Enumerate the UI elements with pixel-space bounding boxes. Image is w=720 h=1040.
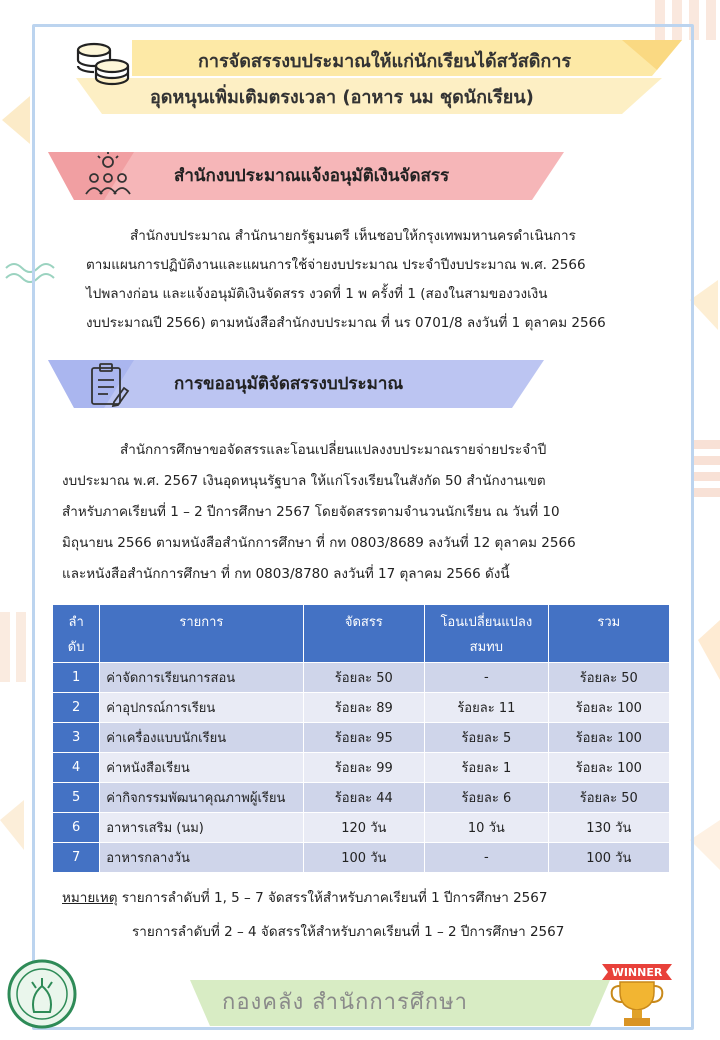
row-alloc: ร้อยละ 89	[303, 693, 425, 723]
header-no-line2: ดับ	[67, 640, 85, 655]
row-item: ค่าหนังสือเรียน	[100, 753, 303, 783]
header-total: รวม	[548, 605, 669, 663]
row-transfer: -	[425, 663, 548, 693]
row-transfer: ร้อยละ 5	[425, 723, 548, 753]
row-alloc: ร้อยละ 95	[303, 723, 425, 753]
row-no: 1	[53, 663, 100, 693]
section2-line5: และหนังสือสำนักการศึกษา ที่ กท 0803/8780 ลงวันที่ 17 ตุลาคม 2566 ดังนี้	[62, 566, 510, 582]
row-no: 2	[53, 693, 100, 723]
row-no: 5	[53, 783, 100, 813]
row-transfer: 10 วัน	[425, 813, 548, 843]
table-header-row	[53, 605, 670, 663]
winner-trophy-icon	[596, 952, 678, 1032]
row-transfer: ร้อยละ 1	[425, 753, 548, 783]
note-label: หมายเหตุ	[62, 890, 118, 906]
header-no-line1: ลำ	[68, 615, 84, 630]
row-transfer: ร้อยละ 11	[425, 693, 548, 723]
clipboard-icon	[88, 362, 130, 408]
row-item: ค่ากิจกรรมพัฒนาคุณภาพผู้เรียน	[100, 783, 303, 813]
allocation-table	[52, 604, 670, 873]
table-row	[53, 843, 670, 873]
header-alloc: จัดสรร	[303, 605, 425, 663]
row-total: ร้อยละ 100	[548, 753, 669, 783]
row-alloc: 100 วัน	[303, 843, 425, 873]
row-alloc: ร้อยละ 50	[303, 663, 425, 693]
section1-line2: ตามแผนการปฏิบัติงานและแผนการใช้จ่ายงบประมาณ ประจำปีงบประมาณ พ.ศ. 2566	[86, 257, 586, 273]
section2-banner	[44, 358, 644, 410]
section1-title: สำนักงบประมาณแจ้งอนุมัติเงินจัดสรร	[174, 166, 450, 186]
row-no: 7	[53, 843, 100, 873]
section2-title: การขออนุมัติจัดสรรงบประมาณ	[174, 374, 404, 394]
row-total: ร้อยละ 100	[548, 723, 669, 753]
row-item: อาหารเสริม (นม)	[100, 813, 303, 843]
table-row	[53, 783, 670, 813]
section1-line4: งบประมาณปี 2566) ตามหนังสือสำนักงบประมาณ ที่ นร 0701/8 ลงวันที่ 1 ตุลาคม 2566	[86, 315, 606, 331]
row-total: 130 วัน	[548, 813, 669, 843]
table-row	[53, 753, 670, 783]
header-transfer	[425, 605, 548, 663]
row-transfer: -	[425, 843, 548, 873]
row-item: ค่าเครื่องแบบนักเรียน	[100, 723, 303, 753]
header-no	[53, 605, 100, 663]
team-idea-icon	[84, 152, 132, 200]
row-no: 4	[53, 753, 100, 783]
table-row	[53, 813, 670, 843]
row-item: อาหารกลางวัน	[100, 843, 303, 873]
header-transfer-line2: สมทบ	[469, 640, 503, 655]
section1-line1: สำนักงบประมาณ สำนักนายกรัฐมนตรี เห็นชอบให้กรุงเทพมหานครดำเนินการ	[130, 228, 576, 244]
row-no: 6	[53, 813, 100, 843]
row-total: 100 วัน	[548, 843, 669, 873]
section2-line1: สำนักการศึกษาขอจัดสรรและโอนเปลี่ยนแปลงงบประมาณรายจ่ายประจำปี	[120, 442, 547, 458]
footer-org: กองคลัง สำนักการศึกษา	[222, 990, 468, 1015]
row-total: ร้อยละ 50	[548, 663, 669, 693]
table-row	[53, 663, 670, 693]
table-row	[53, 693, 670, 723]
header-title-line2: อุดหนุนเพิ่มเติมตรงเวลา (อาหาร นม ชุดนักเรียน)	[150, 87, 534, 108]
header-title-line1: การจัดสรรงบประมาณให้แก่นักเรียนได้สวัสดิการ	[198, 51, 572, 72]
header-item: รายการ	[100, 605, 303, 663]
row-item: ค่าจัดการเรียนการสอน	[100, 663, 303, 693]
section1-banner	[44, 150, 644, 202]
row-no: 3	[53, 723, 100, 753]
section2-line2: งบประมาณ พ.ศ. 2567 เงินอุดหนุนรัฐบาล ให้แก่โรงเรียนในสังกัด 50 สำนักงานเขต	[62, 473, 546, 489]
coins-icon	[74, 40, 136, 92]
row-alloc: ร้อยละ 44	[303, 783, 425, 813]
row-item: ค่าอุปกรณ์การเรียน	[100, 693, 303, 723]
header-banner	[62, 34, 692, 116]
note-line2: รายการลำดับที่ 2 – 4 จัดสรรให้สำหรับภาคเรียนที่ 1 – 2 ปีการศึกษา 2567	[132, 924, 565, 940]
row-alloc: 120 วัน	[303, 813, 425, 843]
row-total: ร้อยละ 100	[548, 693, 669, 723]
table-row	[53, 723, 670, 753]
section1-line3: ไปพลางก่อน และแจ้งอนุมัติเงินจัดสรร งวดที่ 1 พ ครั้งที่ 1 (สองในสามของวงเงิน	[86, 286, 548, 302]
section2-line3: สำหรับภาคเรียนที่ 1 – 2 ปีการศึกษา 2567 โดยจัดสรรตามจำนวนนักเรียน ณ วันที่ 10	[62, 504, 560, 520]
header-transfer-line1: โอนเปลี่ยนแปลง	[440, 615, 533, 630]
row-alloc: ร้อยละ 99	[303, 753, 425, 783]
note-line1-text: รายการลำดับที่ 1, 5 – 7 จัดสรรให้สำหรับภาคเรียนที่ 1 ปีการศึกษา 2567	[117, 890, 548, 906]
section2-line4: มิถุนายน 2566 ตามหนังสือสำนักการศึกษา ที่ กท 0803/8689 ลงวันที่ 12 ตุลาคม 2566	[62, 535, 576, 551]
row-transfer: ร้อยละ 6	[425, 783, 548, 813]
bangkok-seal-logo	[6, 958, 78, 1030]
row-total: ร้อยละ 50	[548, 783, 669, 813]
trophy-ribbon-text: WINNER	[611, 966, 663, 979]
note-line1	[62, 886, 547, 908]
